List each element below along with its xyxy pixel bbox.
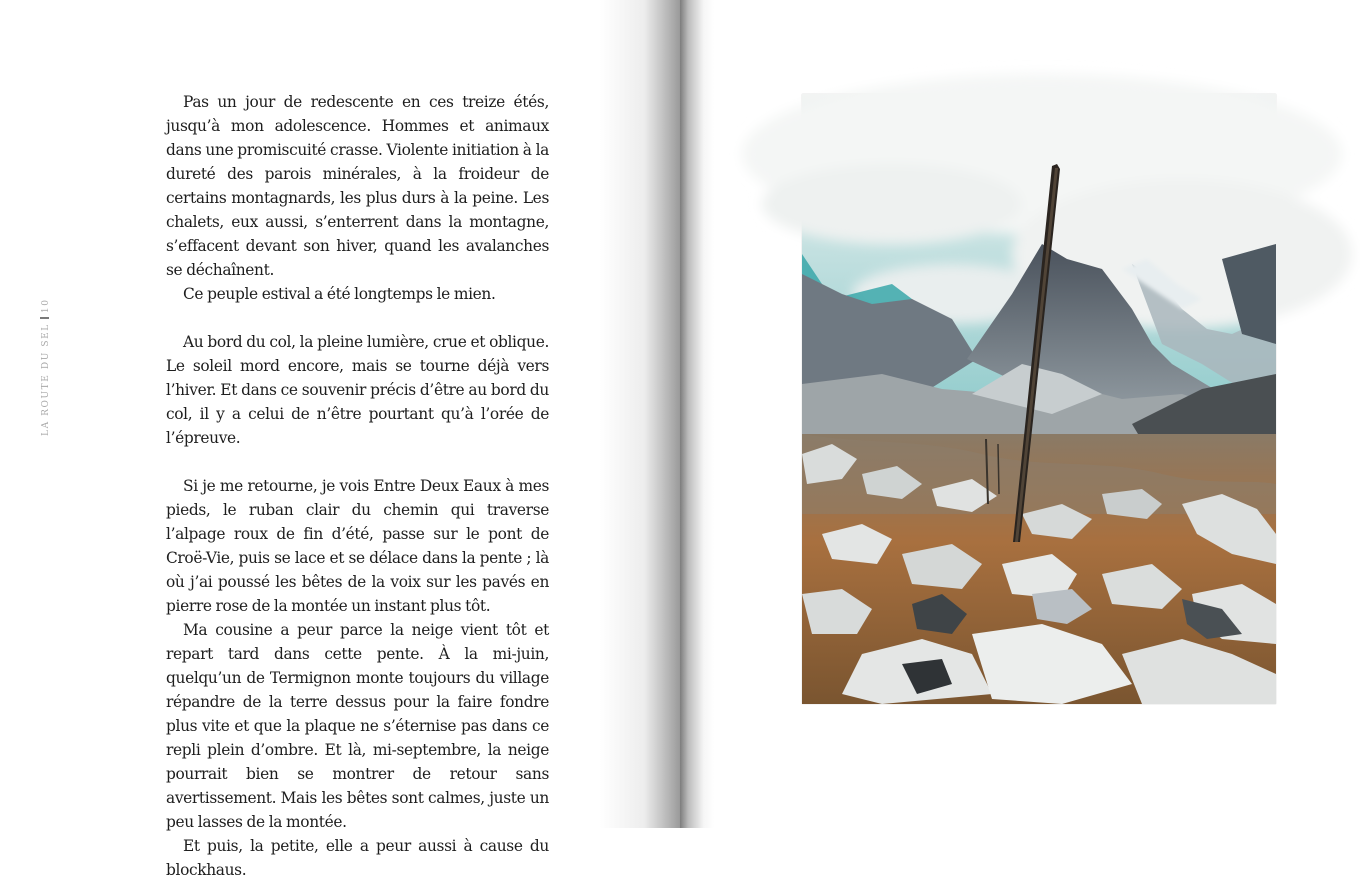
paragraph: Et puis, la petite, elle a peur aussi à cause du blockhaus.: [166, 837, 549, 879]
paragraph: Ce peuple estival a été longtemps le mien.: [183, 285, 496, 303]
section-gap: [166, 450, 549, 474]
running-head: [40, 298, 51, 436]
running-head-title: LA ROUTE DU SEL: [41, 323, 51, 436]
running-head-separator: [40, 317, 49, 319]
section-gap: [166, 306, 549, 330]
left-page: [0, 0, 680, 879]
gutter-shadow-right: [680, 0, 714, 828]
paragraph: Au bord du col, la pleine lumière, crue et oblique. Le soleil mord encore, mais se tourne déjà vers l’hiver. Et dans ce souvenir précis d’être au bord du col, il y a celui de n’être pourtant qu’à l’orée de l’épreuve.: [166, 333, 549, 447]
paragraph: Pas un jour de redescente en ces treize étés, jusqu’à mon adolescence. Hommes et animaux dans une promiscuité crasse. Violente initiation à la dureté des parois minérales, à la froideur de certains montagnards, les plus durs à la peine. Les chalets, eux aussi, s’enterrent dans la montagne, s’effacent devant son hiver, quand les avalanches se déchaînent.: [166, 93, 549, 279]
paragraph: Ma cousine a peur parce la neige vient tôt et repart tard dans cette pente. À la mi-juin, quelqu’un de Termignon monte toujours du village répandre de la terre dessus pour la faire fondre plus vite et que la plaque ne s’éternise pas dans ce repli plein d’ombre. Et là, mi-septembre, la neige pourrait bien se montrer de retour sans avertissement. Mais les bêtes sont calmes, juste un peu lasses de la montée.: [166, 621, 549, 831]
body-text: [166, 90, 549, 882]
gutter-shadow-left: [600, 0, 680, 828]
mountain-photo: [802, 94, 1276, 704]
distant-marker-pole: [998, 444, 999, 494]
page-number: 10: [41, 298, 51, 314]
paragraph: Si je me retourne, je vois Entre Deux Eaux à mes pieds, le ruban clair du chemin qui traverse l’alpage roux de fin d’été, passe sur le pont de Croë-Vie, puis se lace et se délace dans la pente ; là où j’ai poussé les bêtes de la voix sur les pavés en pierre rose de la montée un instant plus tôt.: [166, 477, 549, 615]
mountain-photo-image: [802, 94, 1276, 704]
